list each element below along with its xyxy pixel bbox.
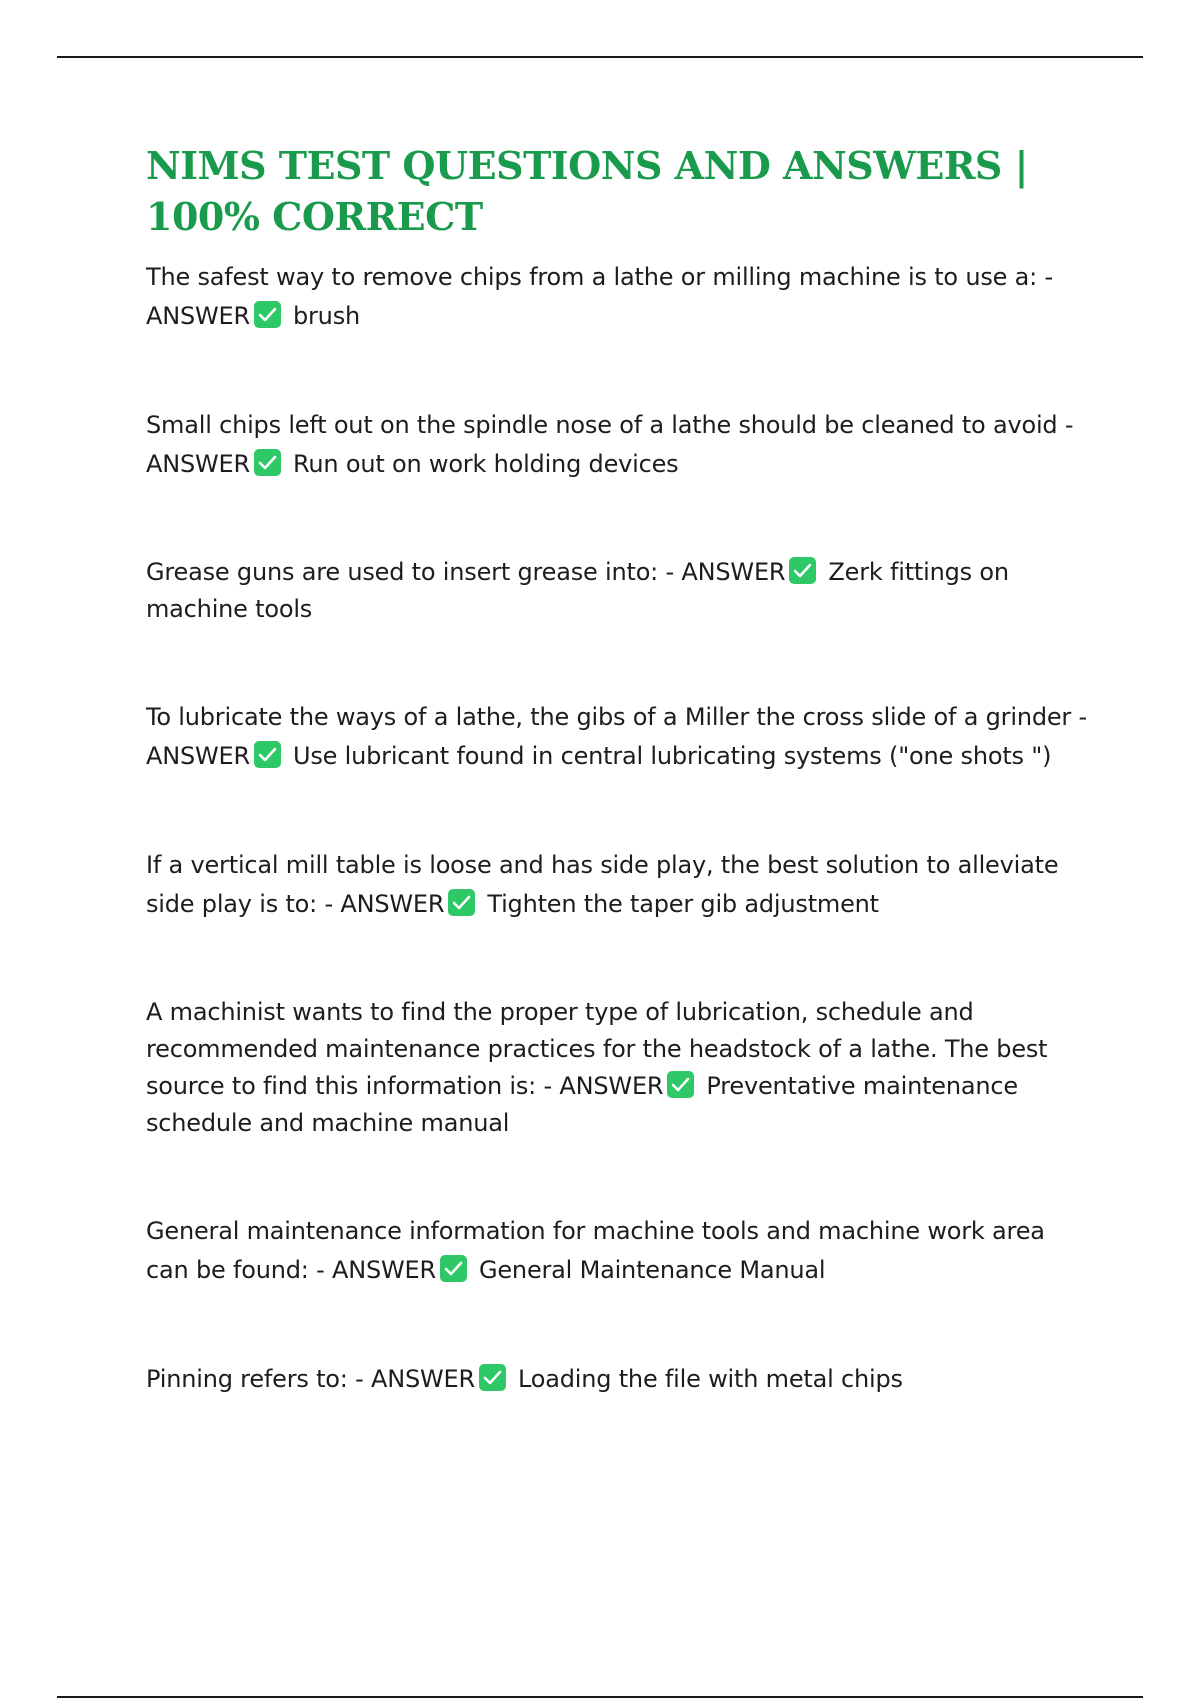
- answer-marker: - ANSWER: [355, 1365, 475, 1393]
- answer-text: Run out on work holding devices: [292, 450, 679, 478]
- qa-item: [146, 554, 1091, 628]
- question-text: To lubricate the ways of a lathe, the gibs of a Miller the cross slide of a grinder: [146, 703, 1072, 731]
- answer-marker: - ANSWER: [316, 1256, 436, 1284]
- check-mark-icon: [448, 889, 475, 916]
- answer-text: brush: [292, 302, 361, 330]
- answer-marker: - ANSWER: [324, 890, 445, 918]
- check-mark-icon: [667, 1071, 694, 1098]
- qa-item: [146, 1360, 1091, 1399]
- answer-marker: - ANSWER: [665, 558, 786, 586]
- check-mark-icon: [479, 1364, 506, 1391]
- question-text: Pinning refers to:: [146, 1365, 348, 1393]
- check-mark-icon: [254, 449, 281, 476]
- answer-text: General Maintenance Manual: [478, 1256, 826, 1284]
- question-text: If a vertical mill table is loose and has side play, the best solution to alleviate side play is to:: [146, 851, 1059, 918]
- question-text: The safest way to remove chips from a lathe or milling machine is to use a:: [146, 263, 1038, 291]
- answer-text: Loading the file with metal chips: [518, 1365, 903, 1393]
- question-text: Grease guns are used to insert grease into:: [146, 558, 659, 586]
- qa-item: [146, 406, 1091, 484]
- check-mark-icon: [789, 557, 816, 584]
- answer-text: Use lubricant found in central lubricating systems ("one shots "): [292, 742, 1052, 770]
- answer-text: Tighten the taper gib adjustment: [487, 890, 879, 918]
- question-text: A machinist wants to find the proper type of lubrication, schedule and recommended maintenance practices for the headstock of a lathe. The best source to find this information is:: [146, 998, 1048, 1100]
- answer-marker: - ANSWER: [146, 411, 1074, 478]
- answer-text: Zerk fittings on machine tools: [146, 558, 1009, 623]
- check-mark-icon: [254, 301, 281, 328]
- document-body: [146, 140, 1091, 1469]
- question-text: General maintenance information for machine tools and machine work area can be found:: [146, 1217, 1045, 1284]
- check-mark-icon: [254, 741, 281, 768]
- qa-item: [146, 1212, 1091, 1290]
- answer-text: Preventative maintenance schedule and machine manual: [146, 1072, 1018, 1137]
- check-mark-icon: [440, 1255, 467, 1282]
- top-rule: [57, 56, 1143, 58]
- answer-marker: - ANSWER: [146, 703, 1088, 770]
- answer-marker: - ANSWER: [543, 1072, 664, 1100]
- bottom-rule: [57, 1696, 1143, 1698]
- page-title: NIMS TEST QUESTIONS AND ANSWERS | 100% CORRECT: [146, 143, 1028, 239]
- qa-item: [146, 994, 1091, 1142]
- qa-item: [146, 698, 1091, 776]
- answer-marker: - ANSWER: [146, 263, 1053, 330]
- qa-item: [146, 846, 1091, 924]
- qa-item: [146, 258, 1091, 336]
- question-text: Small chips left out on the spindle nose of a lathe should be cleaned to avoid: [146, 411, 1058, 439]
